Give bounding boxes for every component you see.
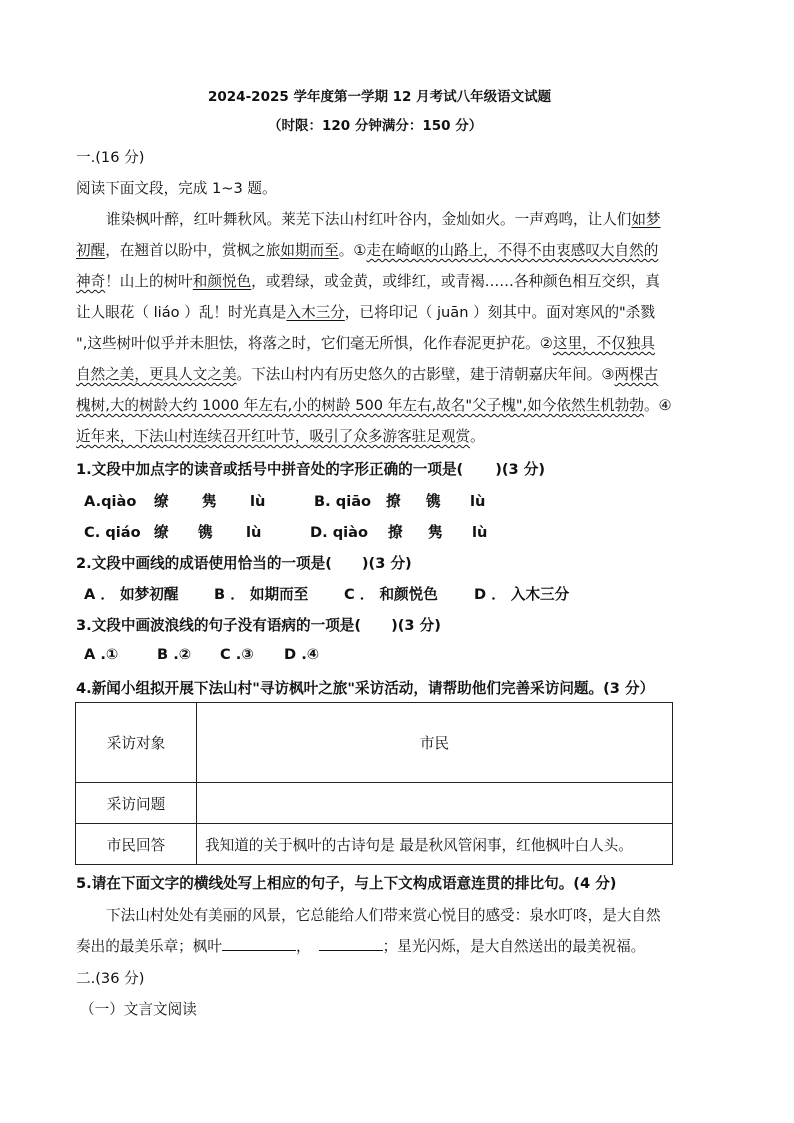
option-char: lù xyxy=(472,524,488,541)
question-4-stem: 4.新闻小组拟开展下法山村"寻访枫叶之旅"采访活动，请帮助他们完善采访问题。(3 分） xyxy=(76,680,655,697)
option-label: C. qiáo xyxy=(84,524,141,541)
question-3-text: 3.文段中画波浪线的句子没有语病的一项是( xyxy=(76,617,362,634)
interview-table xyxy=(75,702,673,865)
question-1-option-a xyxy=(84,490,265,511)
wavy-sentence-4: 近年来，下法山村连续召开红叶节，吸引了众多游客驻足观赏 xyxy=(76,428,471,445)
question-2-option-b: B ． 如期而至 xyxy=(214,586,309,603)
question-1-option-d xyxy=(310,521,487,542)
idiom-underlined: 和颜悦色 xyxy=(192,273,252,290)
table-label-subject: 采访对象 xyxy=(76,703,197,783)
passage-text: 。④ xyxy=(643,397,672,414)
option-char: 镌 xyxy=(198,524,213,541)
option-label: A.qiào xyxy=(84,493,137,510)
question-2-option-c: C ． 和颜悦色 xyxy=(344,586,438,603)
question-5-line-1: 下法山村处处有美丽的风景，它总能给人们带来赏心悦目的感受：泉水叮咚，是大自然 xyxy=(106,907,661,924)
section-1-instruction: 阅读下面文段，完成 1~3 题。 xyxy=(76,180,277,197)
question-3-stem xyxy=(76,614,441,635)
question-2-option-d: D ． 入木三分 xyxy=(474,586,570,603)
table-value-answer: 我知道的关于枫叶的古诗句是 最是秋风管闲事，红他枫叶白人头。 xyxy=(197,824,673,865)
wavy-sentence-3: 两棵古 xyxy=(614,366,659,383)
table-label-answer: 市民回答 xyxy=(76,824,197,865)
question-1-score: )(3 分) xyxy=(495,461,546,478)
question-5-text: ；星光闪烁，是大自然送出的最美祝福。 xyxy=(382,938,646,955)
question-5-line-2 xyxy=(76,935,645,956)
table-value-question[interactable] xyxy=(197,783,673,824)
option-char: 撩 xyxy=(388,524,403,541)
passage-text: ，或碧绿，或金黄，或绯红，或青褐……各种颜色相互交织，真 xyxy=(251,273,660,290)
passage-text: ，已将印记（ juān ）刻其中。面对寒风的"杀戮 xyxy=(344,304,655,321)
passage-text: ！山上的树叶 xyxy=(105,273,193,290)
wavy-sentence-2: 自然之美，更具人文之美 xyxy=(76,366,237,383)
passage-text: 。下法山村内有历史悠久的古影壁，建于清朝嘉庆年间。③ xyxy=(236,366,615,383)
wavy-sentence-2: 这里，不仅独具 xyxy=(552,335,656,352)
wavy-sentence-1: 神奇 xyxy=(76,273,106,290)
option-char: 缭 xyxy=(154,493,169,510)
question-1-text: 1.文段中加点字的读音或括号中拼音处的字形正确的一项是( xyxy=(76,461,464,478)
section-1-heading: 一.(16 分) xyxy=(76,149,145,166)
passage-text: ",这些树叶似乎并未胆怯，将落之时，它们毫无所惧，化作春泥更护花。② xyxy=(76,335,553,352)
question-3-option-c: C .③ xyxy=(220,646,254,663)
question-3-score: )(3 分) xyxy=(391,617,441,634)
question-5-text: 奏出的最美乐章；枫叶 xyxy=(76,938,222,955)
question-5-stem: 5.请在下面文字的横线处写上相应的句子，与上下文构成语意连贯的排比句。(4 分) xyxy=(76,875,617,892)
option-char: 镌 xyxy=(426,493,441,510)
question-2-options xyxy=(84,583,569,604)
option-char: lù xyxy=(250,493,266,510)
wavy-sentence-1: 走在崎岖的山路上，不得不由衷感叹大自然的 xyxy=(366,242,659,259)
page-title: 2024-2025 学年度第一学期 12 月考试八年级语文试题 xyxy=(208,89,552,105)
idiom-underlined: 入木三分 xyxy=(286,304,345,321)
passage-text: 。 xyxy=(470,428,485,445)
question-3-option-b: B .② xyxy=(157,646,192,663)
idiom-underlined: 如期而至 xyxy=(280,242,339,259)
question-2-score: )(3 分) xyxy=(361,555,412,572)
passage-text: 让人眼花（ liáo ）乱！时光真是 xyxy=(76,304,287,321)
wavy-sentence-3: 槐树,大的树龄大约 1000 年左右,小的树龄 500 年左右,故名"父子槐",如今依然生机勃勃 xyxy=(76,397,644,414)
option-label: D. qiào xyxy=(310,524,369,541)
question-3-option-d: D .④ xyxy=(284,646,320,663)
answer-blank-1[interactable] xyxy=(222,935,296,951)
reading-passage xyxy=(76,204,718,452)
idiom-underlined: 如梦 xyxy=(631,211,661,228)
option-label: B. qiāo xyxy=(314,493,372,510)
question-3-options xyxy=(84,646,319,663)
option-char: lù xyxy=(470,493,486,510)
section-2-subheading: （一）文言文阅读 xyxy=(80,1001,197,1018)
option-char: 缭 xyxy=(154,524,169,541)
question-1-stem xyxy=(76,458,545,479)
option-char: lù xyxy=(246,524,262,541)
passage-text: 谁染枫叶醉，红叶舞秋风。莱芜下法山村红叶谷内，金灿如火。一声鸡鸣，让人们 xyxy=(106,211,632,228)
question-2-option-a: A ． 如梦初醒 xyxy=(84,586,179,603)
idiom-underlined: 初醒 xyxy=(76,242,106,259)
question-2-stem xyxy=(76,552,412,573)
page-subtitle: （时限：120 分钟满分：150 分） xyxy=(268,118,483,134)
question-5-text: ， xyxy=(295,938,311,955)
table-value-subject: 市民 xyxy=(197,703,673,783)
answer-blank-2[interactable] xyxy=(319,935,383,951)
table-label-question: 采访问题 xyxy=(76,783,197,824)
passage-text: 。① xyxy=(338,242,367,259)
option-char: 撩 xyxy=(386,493,401,510)
option-char: 隽 xyxy=(202,493,217,510)
question-1-option-c xyxy=(84,521,261,542)
option-char: 隽 xyxy=(428,524,443,541)
passage-text: ，在翘首以盼中，赏枫之旅 xyxy=(105,242,281,259)
section-2-heading: 二.(36 分) xyxy=(76,970,145,987)
question-2-text: 2.文段中画线的成语使用恰当的一项是( xyxy=(76,555,332,572)
question-3-option-a: A .① xyxy=(84,646,119,663)
question-1-option-b xyxy=(314,490,485,511)
